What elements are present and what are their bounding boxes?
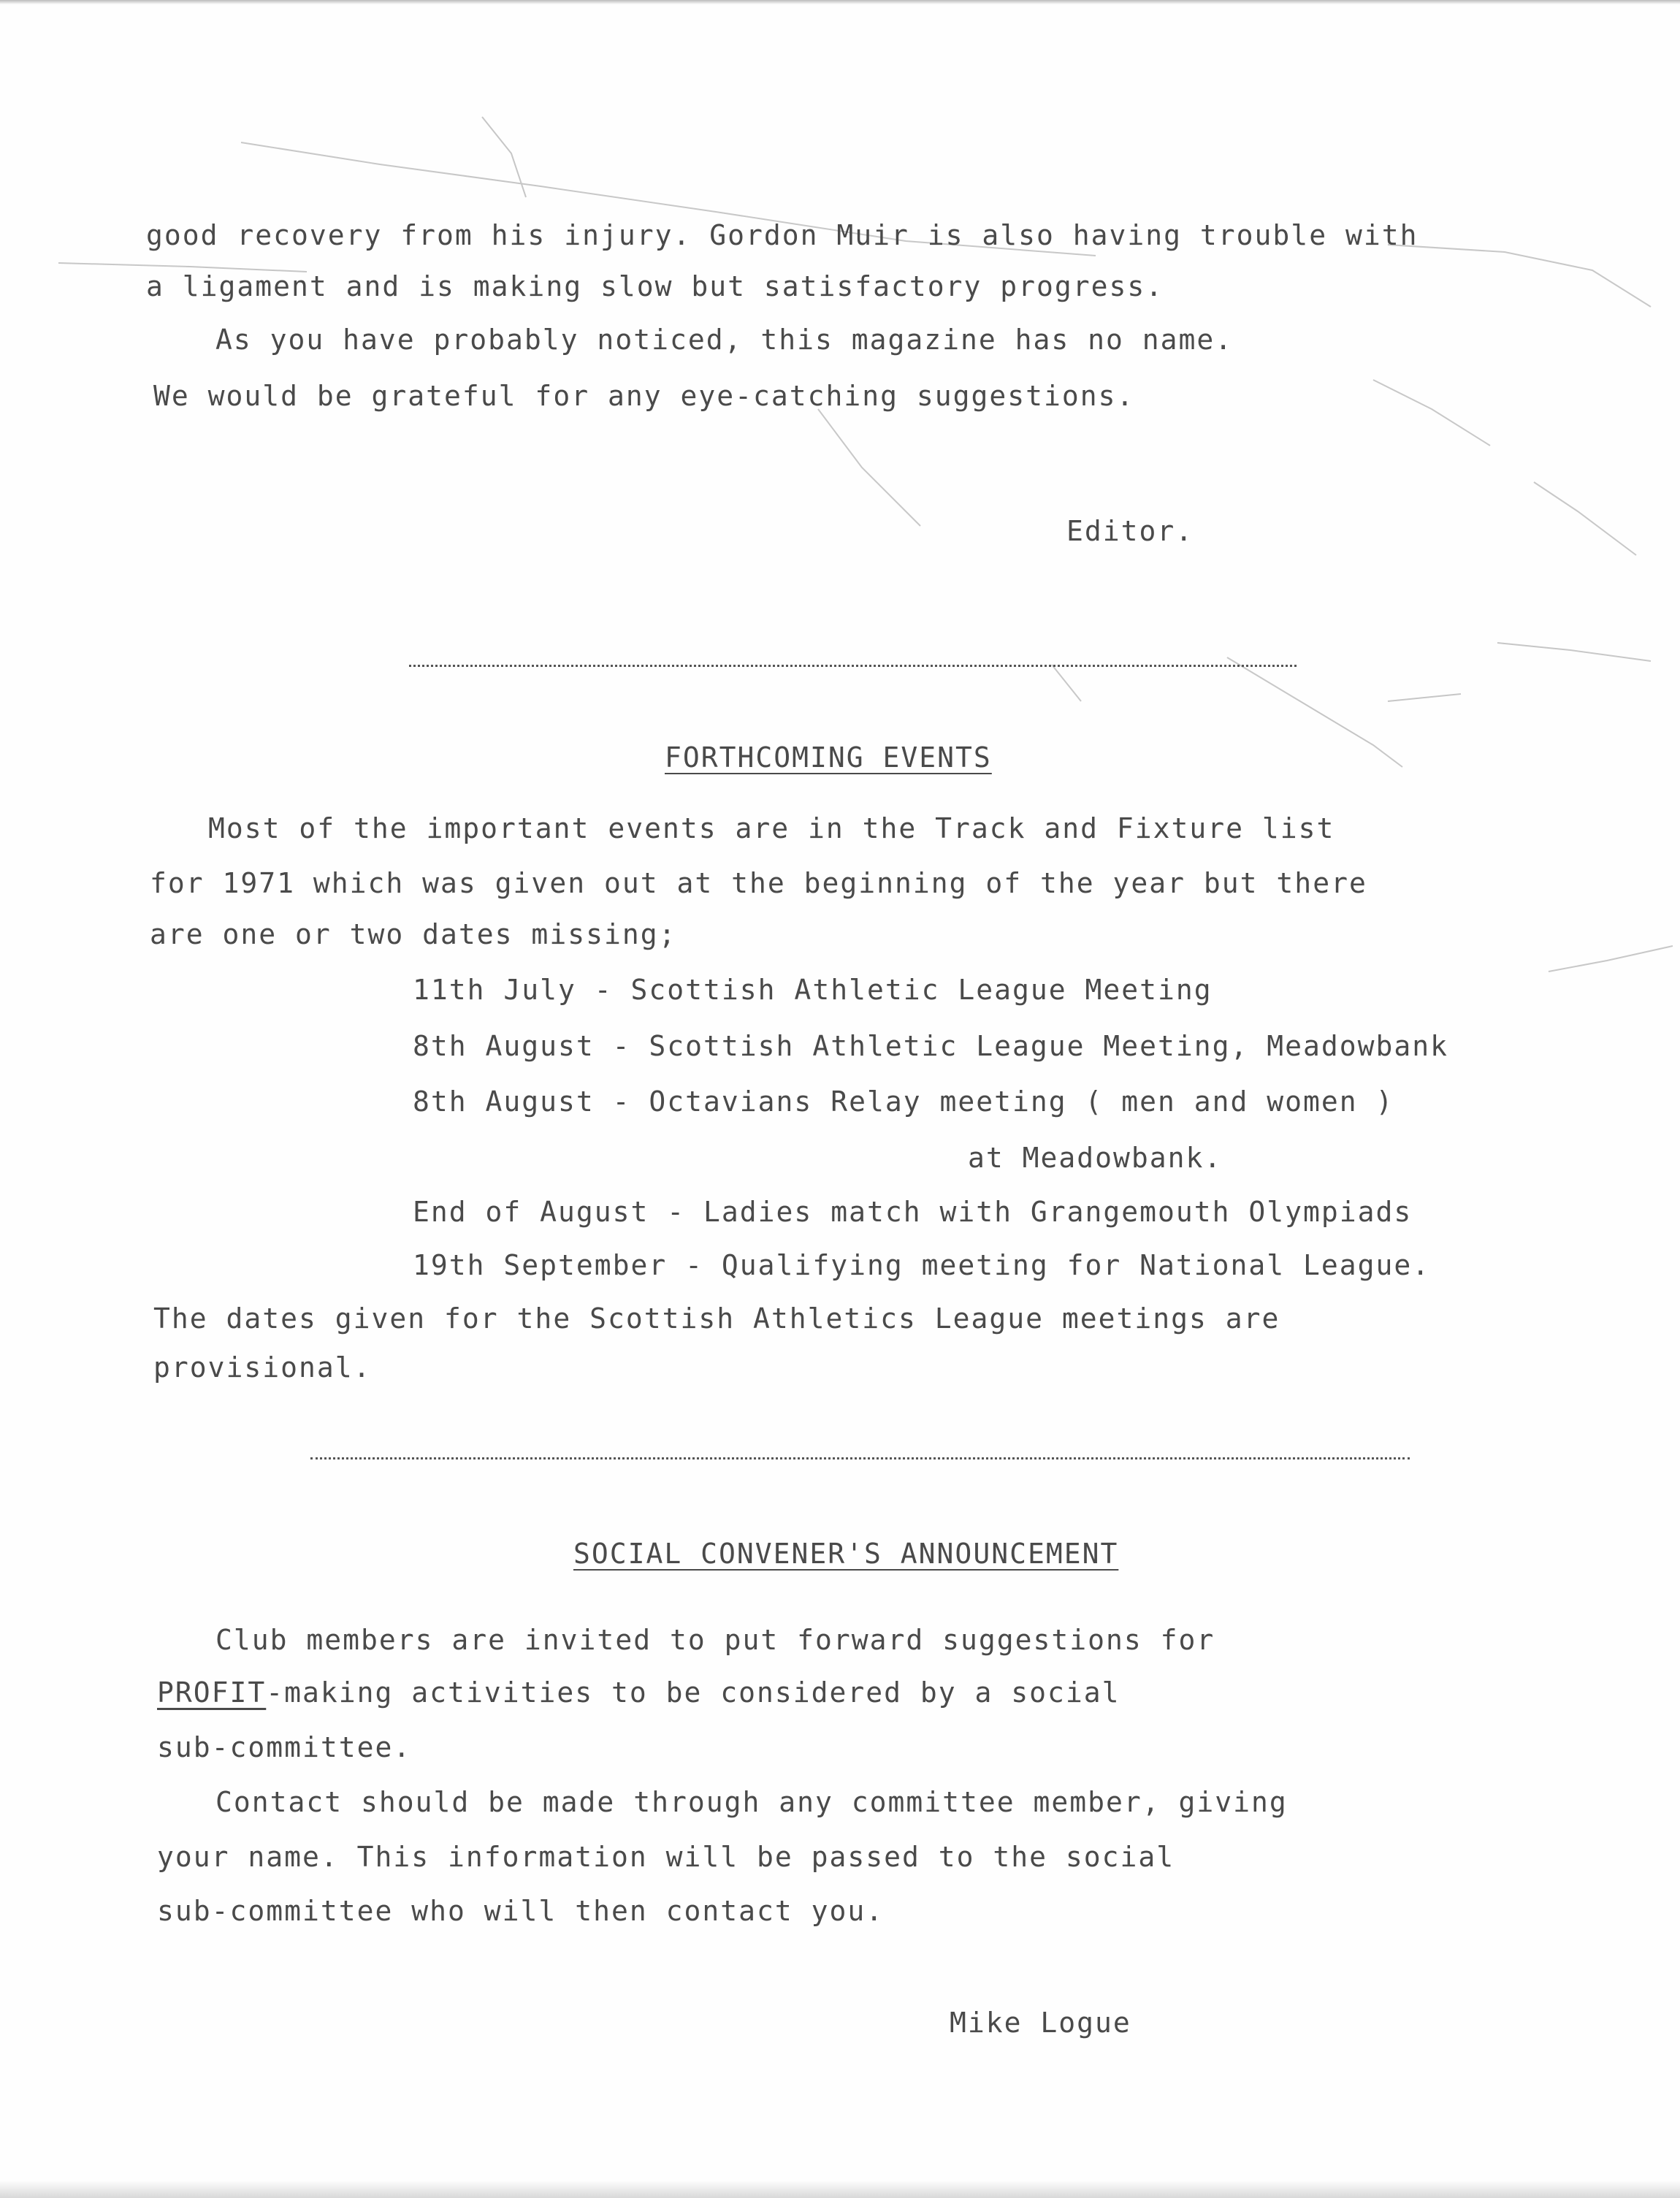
social-heading: SOCIAL CONVENER'S ANNOUNCEMENT bbox=[573, 1538, 1119, 1570]
events-intro-line-3: are one or two dates missing; bbox=[150, 918, 677, 950]
event-item-2: 8th August - Scottish Athletic League Meeting, Meadowbank bbox=[413, 1030, 1449, 1062]
event-item-4: End of August - Ladies match with Grangemouth Olympiads bbox=[413, 1196, 1413, 1228]
intro-line-1: good recovery from his injury. Gordon Muir is also having trouble with bbox=[146, 219, 1419, 251]
intro-line-3: As you have probably noticed, this magazine has no name. bbox=[215, 324, 1234, 356]
social-para2-line-3: sub-committee who will then contact you. bbox=[157, 1895, 885, 1927]
event-item-5: 19th September - Qualifying meeting for National League. bbox=[413, 1249, 1431, 1281]
social-para1-line-1: Club members are invited to put forward suggestions for bbox=[215, 1624, 1215, 1656]
page-bottom-edge bbox=[0, 2180, 1680, 2198]
social-para1-line-3: sub-committee. bbox=[157, 1731, 412, 1763]
event-item-3-cont: at Meadowbank. bbox=[968, 1142, 1223, 1174]
section-divider-1 bbox=[409, 665, 1297, 667]
profit-emphasis: PROFIT bbox=[157, 1676, 267, 1709]
social-para1-line-2 bbox=[157, 1676, 1120, 1709]
events-closing-line-2: provisional. bbox=[153, 1351, 372, 1384]
events-intro-line-1: Most of the important events are in the Track and Fixture list bbox=[208, 812, 1335, 844]
section-divider-2 bbox=[310, 1457, 1410, 1459]
intro-line-4: We would be grateful for any eye-catching suggestions. bbox=[153, 380, 1135, 412]
social-para1-line-2-rest: -making activities to be considered by a social bbox=[266, 1676, 1120, 1709]
intro-line-2: a ligament and is making slow but satisfactory progress. bbox=[146, 270, 1164, 302]
social-para2-line-1: Contact should be made through any committee member, giving bbox=[215, 1786, 1288, 1818]
event-item-3: 8th August - Octavians Relay meeting ( men and women ) bbox=[413, 1085, 1394, 1118]
event-item-1: 11th July - Scottish Athletic League Meeting bbox=[413, 974, 1213, 1006]
events-heading: FORTHCOMING EVENTS bbox=[665, 741, 992, 774]
events-intro-line-2: for 1971 which was given out at the beginning of the year but there bbox=[150, 867, 1367, 899]
social-para2-line-2: your name. This information will be passed to the social bbox=[157, 1841, 1175, 1873]
editor-signature: Editor. bbox=[1066, 515, 1194, 547]
events-closing-line-1: The dates given for the Scottish Athletics League meetings are bbox=[153, 1302, 1280, 1335]
social-signature: Mike Logue bbox=[950, 2007, 1131, 2039]
